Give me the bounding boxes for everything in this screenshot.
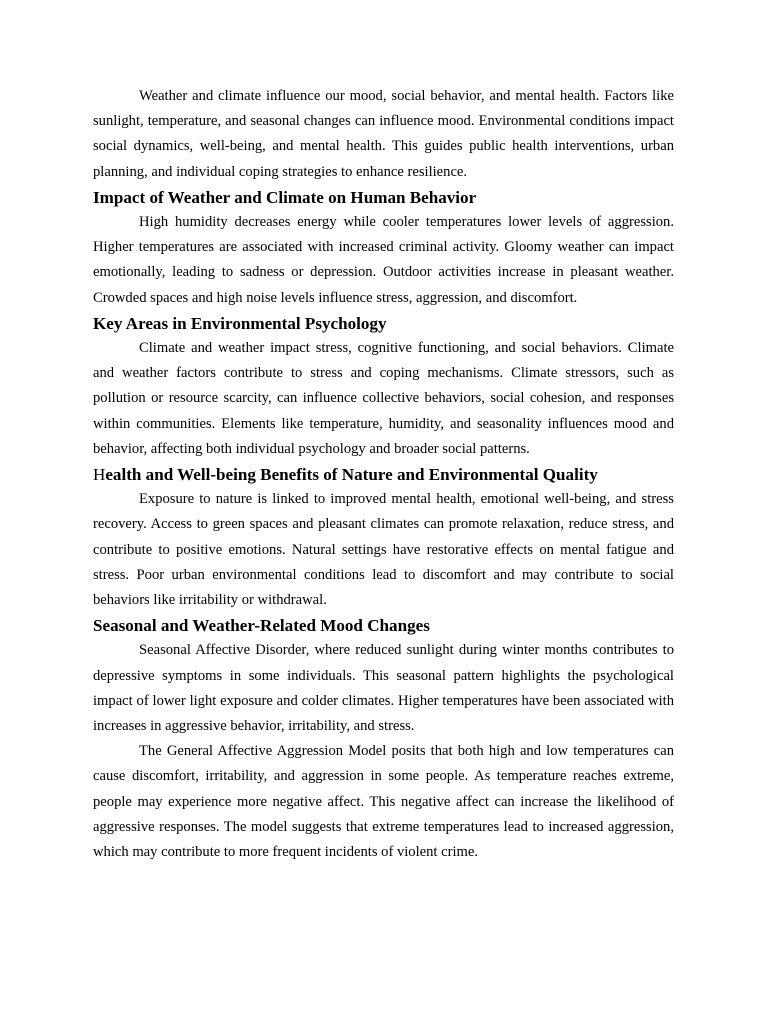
section-paragraph: Exposure to nature is linked to improved mental health, emotional well-being, and stress recovery. Access to green spaces and pleasant climates can promote relaxation, reduce stress, and contribute to positive emotions. Natural settings have restorative effects on mental fatigue and stress. Poor urban environmental conditions lead to discomfort and may contribute to social behaviors like irritability or withdrawal. xyxy=(93,491,674,609)
heading-first-letter: H xyxy=(93,465,106,485)
document-page xyxy=(93,84,674,865)
section-heading-health xyxy=(93,462,674,487)
section-paragraph: High humidity decreases energy while cooler temperatures lower levels of aggression. Higher temperatures are associated with increased criminal activity. Gloomy weather can impact emotionally, leading to sadness or depression. Outdoor activities increase in pleasant weather. Crowded spaces and high noise levels influence stress, aggression, and discomfort. xyxy=(93,214,674,306)
section-heading-key-areas: Key Areas in Environmental Psychology xyxy=(93,313,387,333)
section-heading-impact: Impact of Weather and Climate on Human Behavior xyxy=(93,187,477,207)
section-paragraph: The General Affective Aggression Model posits that both high and low temperatures can cause discomfort, irritability, and aggression in some people. As temperature reaches extreme, people may experience more negative affect. This negative affect can increase the likelihood of aggressive responses. The model suggests that extreme temperatures lead to increased aggression, which may contribute to more frequent incidents of violent crime. xyxy=(93,743,674,861)
section-paragraph: Seasonal Affective Disorder, where reduced sunlight during winter months contributes to depressive symptoms in some individuals. This seasonal pattern highlights the psychological impact of lower light exposure and colder climates. Higher temperatures have been associated with increases in aggressive behavior, irritability, and stress. xyxy=(93,642,674,735)
heading-rest: ealth and Well-being Benefits of Nature and Environmental Quality xyxy=(105,465,598,485)
section-paragraph: Climate and weather impact stress, cognitive functioning, and social behaviors. Climate and weather factors contribute to stress and coping mechanisms. Climate stressors, such as pollution or resource scarcity, can influence collective behaviors, social cohesion, and responses within communities. Elements like temperature, humidity, and seasonality influences mood and behavior, affecting both individual psychology and broader social patterns. xyxy=(93,340,674,457)
section-heading-seasonal: Seasonal and Weather-Related Mood Changes xyxy=(93,616,430,636)
intro-paragraph: Weather and climate influence our mood, social behavior, and mental health. Factors like sunlight, temperature, and seasonal changes can influence mood. Environmental conditions impact social dynamics, well-being, and mental health. This guides public health interventions, urban planning, and individual coping strategies to enhance resilience. xyxy=(93,88,674,180)
